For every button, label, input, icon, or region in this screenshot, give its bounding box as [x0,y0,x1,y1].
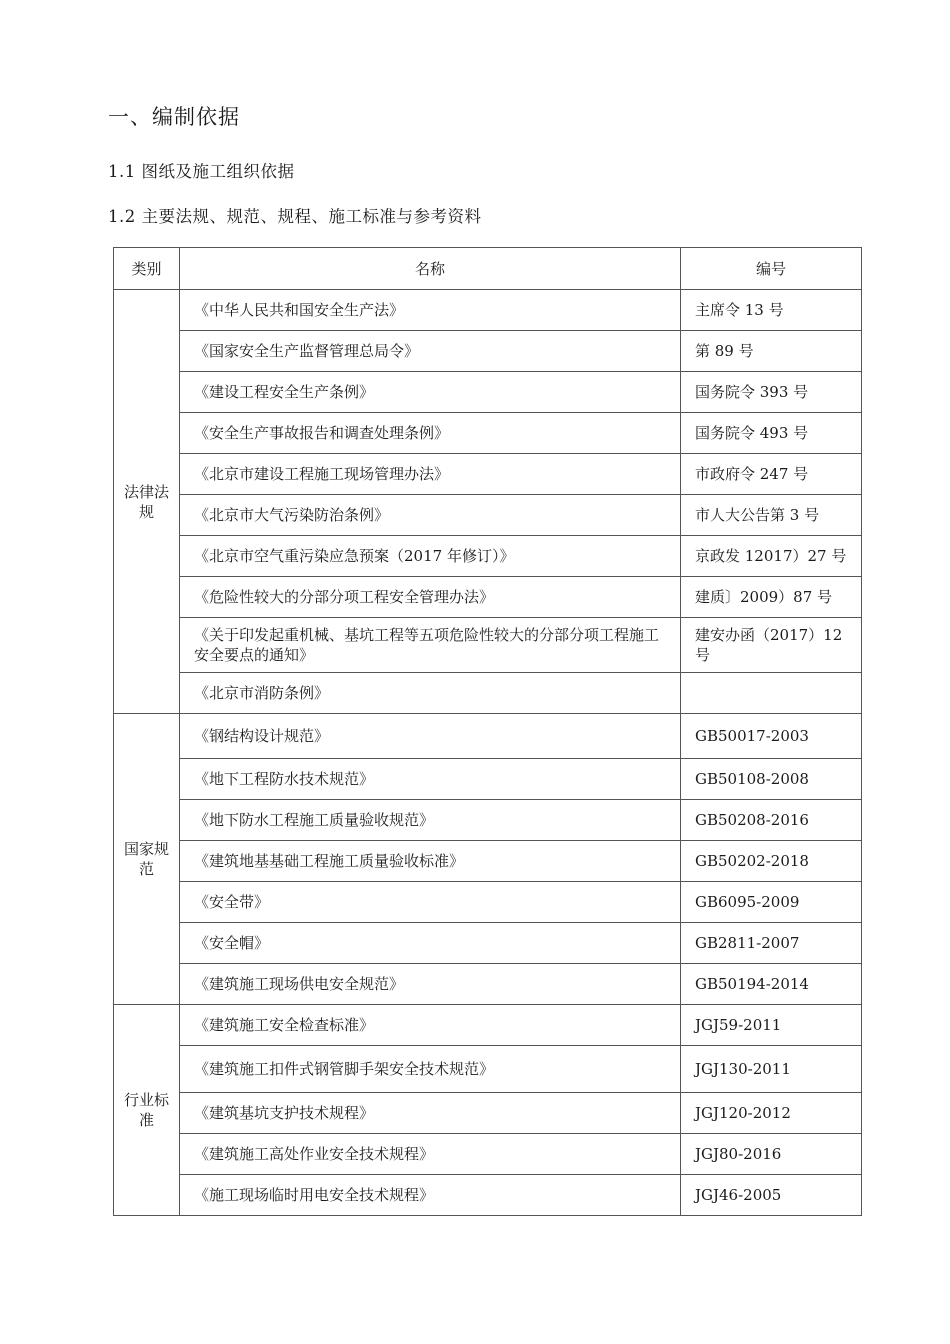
table-row [114,964,862,1005]
regulation-name: 《建筑基坑支护技术规程》 [180,1093,681,1134]
table-row [114,1134,862,1175]
regulation-code: GB50194-2014 [681,964,862,1005]
table-row [114,800,862,841]
subsection-heading-regulations: 1.2 主要法规、规范、规程、施工标准与参考资料 [108,207,482,226]
table-row [114,923,862,964]
regulation-name: 《国家安全生产监督管理总局令》 [180,331,681,372]
regulation-name: 《钢结构设计规范》 [180,714,681,759]
header-name: 名称 [180,248,681,290]
regulation-code: JGJ120-2012 [681,1093,862,1134]
regulation-code [681,673,862,714]
regulation-name: 《建筑地基基础工程施工质量验收标准》 [180,841,681,882]
table-header-row [114,248,862,290]
table-row [114,331,862,372]
table-row [114,1093,862,1134]
header-code: 编号 [681,248,862,290]
regulation-name: 《北京市消防条例》 [180,673,681,714]
regulation-name: 《建设工程安全生产条例》 [180,372,681,413]
table-row [114,714,862,759]
category-cell-industry-standards: 行业标准 [114,1005,180,1216]
regulation-name: 《建筑施工扣件式钢管脚手架安全技术规范》 [180,1046,681,1093]
regulation-code: 京政发 12017）27 号 [681,536,862,577]
category-cell-national-codes: 国家规范 [114,714,180,1005]
table-row [114,759,862,800]
regulation-name: 《安全帽》 [180,923,681,964]
regulation-code: GB50108-2008 [681,759,862,800]
regulations-table [113,247,862,1216]
table-row [114,1175,862,1216]
regulation-code: JGJ59-2011 [681,1005,862,1046]
regulation-code: 主席令 13 号 [681,290,862,331]
regulation-name: 《北京市大气污染防治条例》 [180,495,681,536]
regulation-name: 《中华人民共和国安全生产法》 [180,290,681,331]
subsection-heading-drawings: 1.1 图纸及施工组织依据 [108,162,295,181]
section-heading: 一、编制依据 [108,105,240,129]
regulation-code: GB50208-2016 [681,800,862,841]
regulation-code: 第 89 号 [681,331,862,372]
header-category: 类别 [114,248,180,290]
regulation-name: 《施工现场临时用电安全技术规程》 [180,1175,681,1216]
table-row [114,1046,862,1093]
table-row [114,495,862,536]
regulation-code: 市政府令 247 号 [681,454,862,495]
regulation-code: 市人大公告第 3 号 [681,495,862,536]
regulation-code: 国务院令 493 号 [681,413,862,454]
regulation-code: JGJ80-2016 [681,1134,862,1175]
table-row [114,372,862,413]
regulation-name: 《北京市建设工程施工现场管理办法》 [180,454,681,495]
regulation-code: JGJ46-2005 [681,1175,862,1216]
table-row [114,841,862,882]
regulation-code: 国务院令 393 号 [681,372,862,413]
regulation-name: 《关于印发起重机械、基坑工程等五项危险性较大的分部分项工程施工安全要点的通知》 [180,618,681,673]
regulation-code: GB50017-2003 [681,714,862,759]
regulation-name: 《北京市空气重污染应急预案（2017 年修订）》 [180,536,681,577]
regulation-code: 建质〕2009）87 号 [681,577,862,618]
table-row [114,673,862,714]
table-row [114,290,862,331]
regulation-code: 建安办函（2017）12 号 [681,618,862,673]
regulation-name: 《危险性较大的分部分项工程安全管理办法》 [180,577,681,618]
table-row [114,577,862,618]
regulation-name: 《安全生产事故报告和调查处理条例》 [180,413,681,454]
regulation-name: 《建筑施工高处作业安全技术规程》 [180,1134,681,1175]
regulation-code: GB50202-2018 [681,841,862,882]
table-row [114,618,862,673]
table-row [114,536,862,577]
regulation-name: 《建筑施工安全检查标准》 [180,1005,681,1046]
table-row [114,454,862,495]
category-cell-laws: 法律法规 [114,290,180,714]
regulation-name: 《建筑施工现场供电安全规范》 [180,964,681,1005]
regulation-code: JGJ130-2011 [681,1046,862,1093]
regulation-name: 《安全带》 [180,882,681,923]
regulation-name: 《地下防水工程施工质量验收规范》 [180,800,681,841]
table-row [114,882,862,923]
regulation-code: GB2811-2007 [681,923,862,964]
table-row [114,1005,862,1046]
regulation-name: 《地下工程防水技术规范》 [180,759,681,800]
table-row [114,413,862,454]
regulation-code: GB6095-2009 [681,882,862,923]
